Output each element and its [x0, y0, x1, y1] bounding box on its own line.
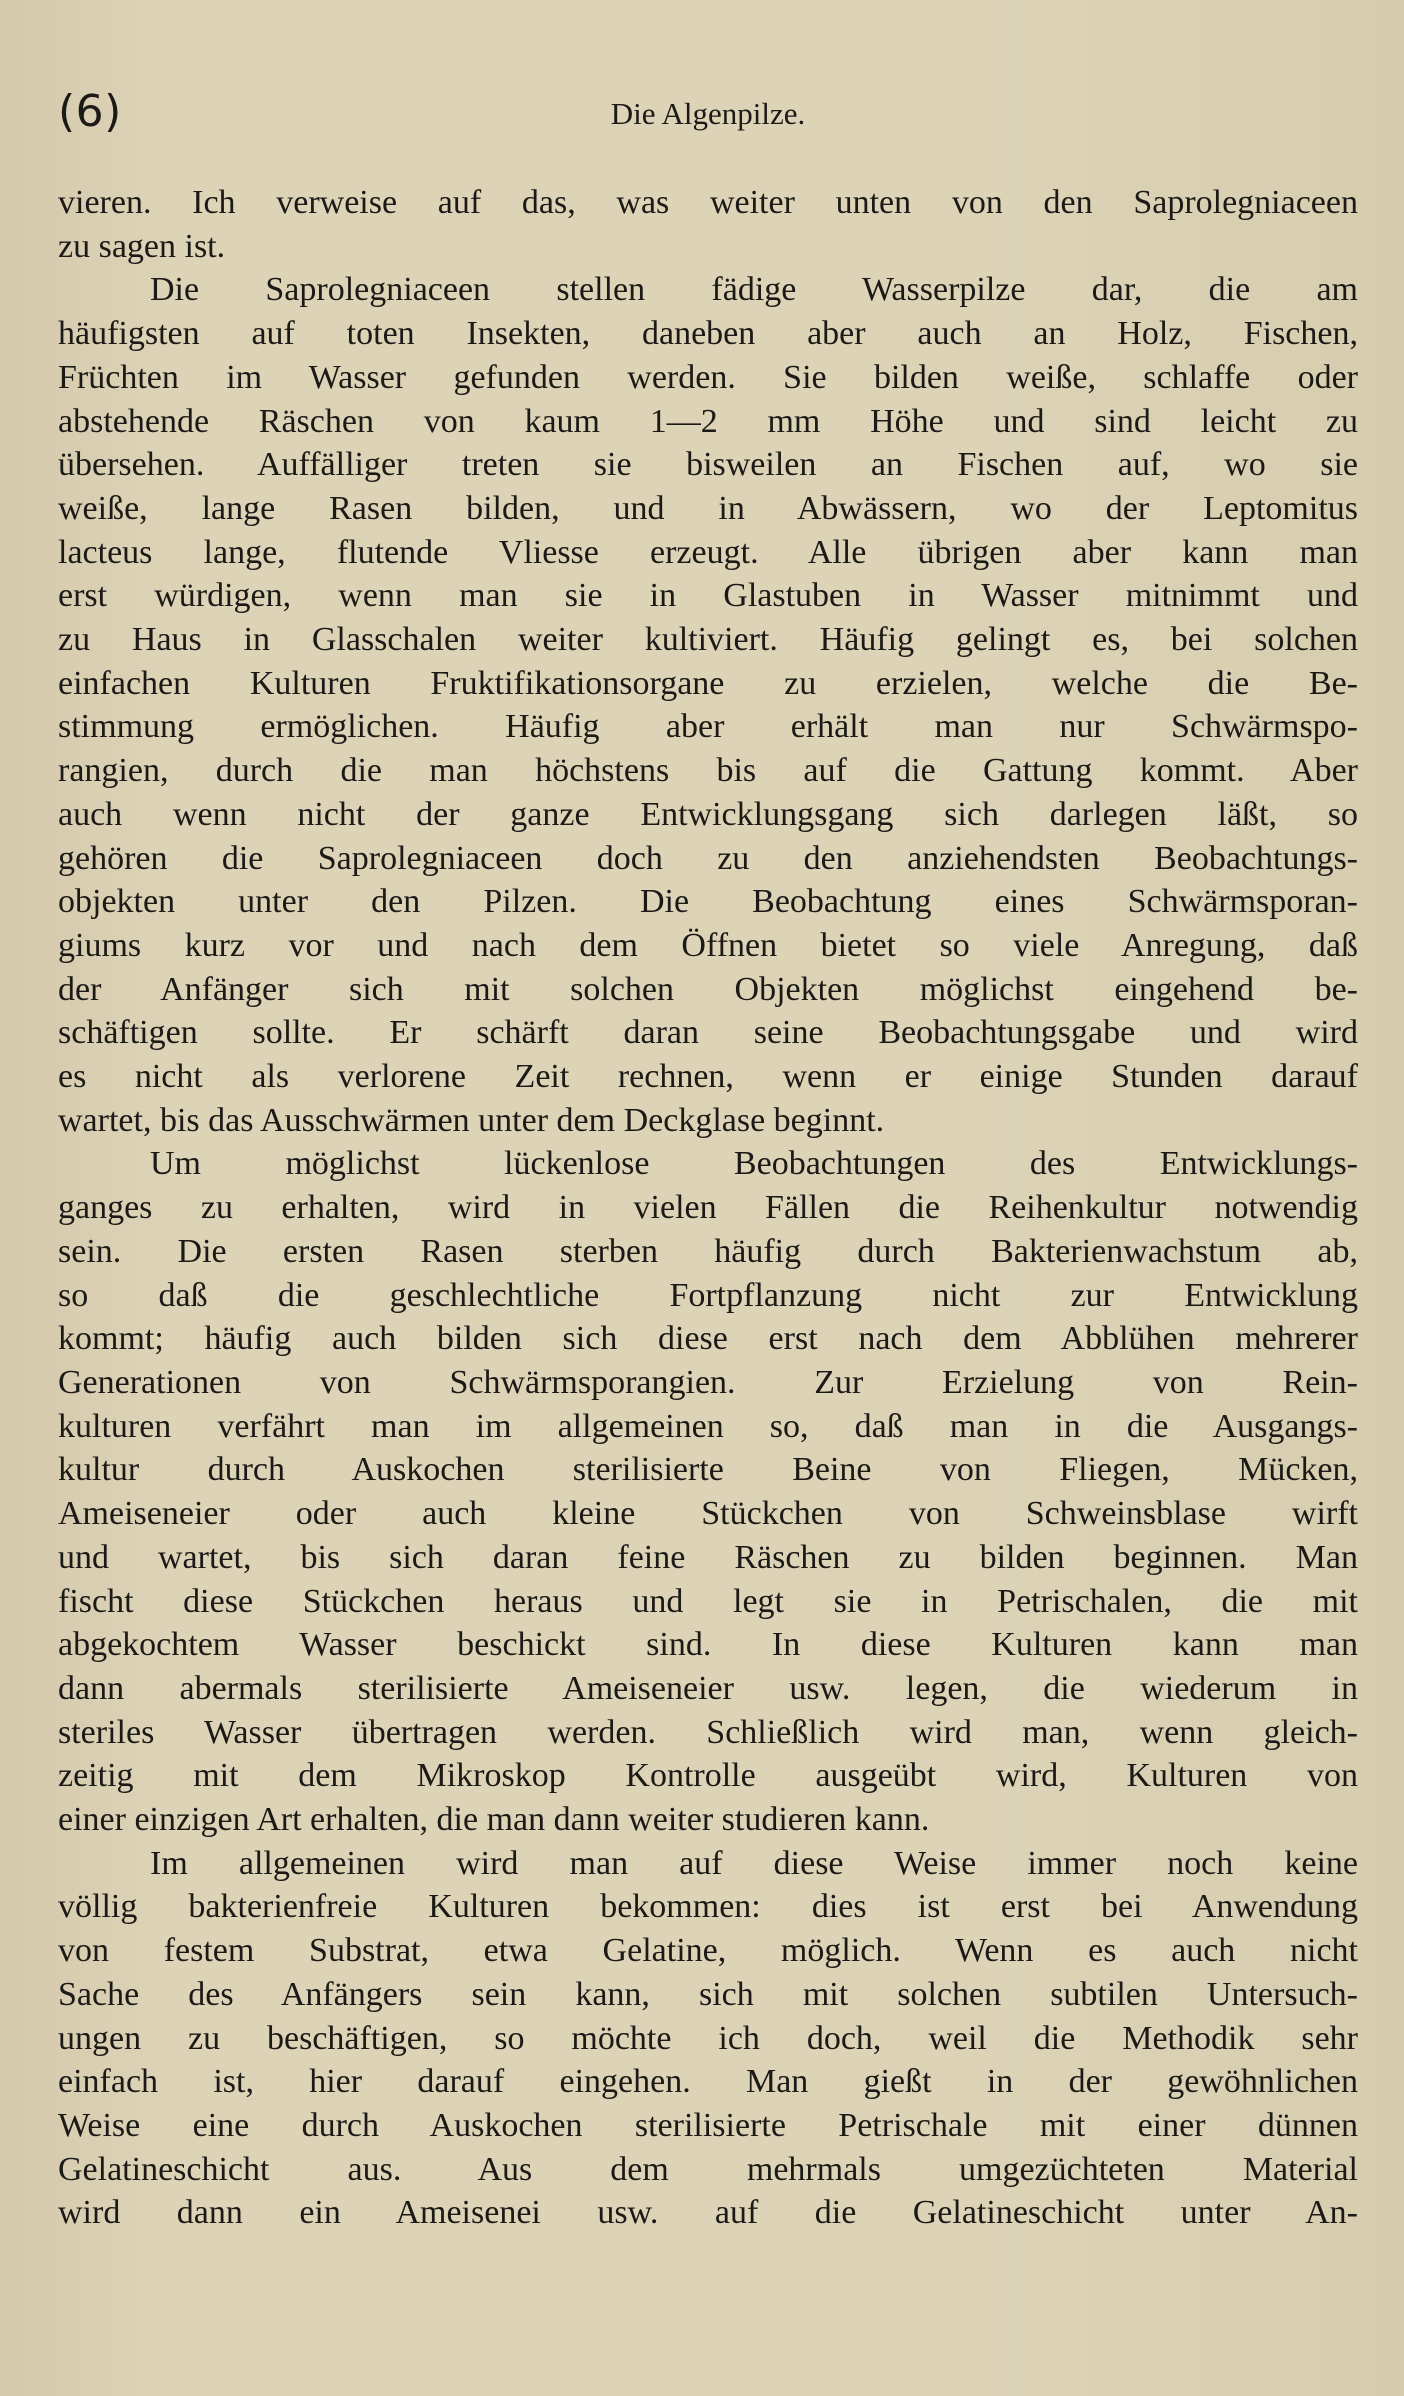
text-line: abstehende Räschen von kaum 1—2 mm Höhe und sind leicht zu	[58, 402, 1358, 440]
text-line: rangien, durch die man höchstens bis auf die Gattung kommt. Aber	[58, 752, 1358, 790]
page-header	[58, 88, 1358, 148]
text-line: so daß die geschlechtliche Fortpflanzung nicht zur Entwicklung	[58, 1276, 1358, 1314]
text-line: kultur durch Auskochen sterilisierte Beine von Fliegen, Mücken,	[58, 1451, 1358, 1489]
text-line: ganges zu erhalten, wird in vielen Fällen die Reihenkultur notwendig	[58, 1189, 1358, 1227]
text-line: lacteus lange, flutende Vliesse erzeugt. Alle übrigen aber kann man	[58, 533, 1358, 571]
text-line: schäftigen sollte. Er schärft daran seine Beobachtungsgabe und wird	[58, 1014, 1358, 1052]
text-line: zu sagen ist.	[58, 227, 226, 265]
text-line: steriles Wasser übertragen werden. Schließlich wird man, wenn gleich-	[58, 1713, 1358, 1751]
text-line: weiße, lange Rasen bilden, und in Abwässern, wo der Leptomitus	[58, 489, 1358, 527]
text-line: vieren. Ich verweise auf das, was weiter unten von den Saprolegniaceen	[58, 184, 1358, 221]
paragraph	[58, 268, 1358, 1142]
running-title: Die Algenpilze.	[610, 96, 806, 131]
text-line: von festem Substrat, etwa Gelatine, möglich. Wenn es auch nicht	[58, 1932, 1358, 1970]
text-line: fischt diese Stückchen heraus und legt sie in Petrischalen, die mit	[58, 1582, 1358, 1620]
text-line: kulturen verfährt man im allgemeinen so, daß man in die Ausgangs-	[58, 1407, 1358, 1445]
page-number: (6)	[58, 86, 122, 137]
text-line: häufigsten auf toten Insekten, daneben aber auch an Holz, Fischen,	[58, 315, 1358, 353]
text-line: ungen zu beschäftigen, so möchte ich doch, weil die Methodik sehr	[58, 2019, 1358, 2057]
text-line: objekten unter den Pilzen. Die Beobachtung eines Schwärmsporan-	[58, 883, 1358, 921]
text-line: Ameiseneier oder auch kleine Stückchen von Schweinsblase wirft	[58, 1495, 1358, 1533]
text-line: Früchten im Wasser gefunden werden. Sie bilden weiße, schlaffe oder	[58, 358, 1358, 396]
text-line: stimmung ermöglichen. Häufig aber erhält man nur Schwärmspo-	[58, 708, 1358, 746]
text-line: der Anfänger sich mit solchen Objekten möglichst eingehend be-	[58, 970, 1358, 1008]
text-line: Sache des Anfängers sein kann, sich mit solchen subtilen Untersuch-	[58, 1975, 1358, 2013]
text-line: Gelatineschicht aus. Aus dem mehrmals umgezüchteten Material	[58, 2150, 1358, 2188]
text-line: abgekochtem Wasser beschickt sind. In diese Kulturen kann man	[58, 1626, 1358, 1664]
text-line: zeitig mit dem Mikroskop Kontrolle ausgeübt wird, Kulturen von	[58, 1757, 1358, 1795]
text-line: völlig bakterienfreie Kulturen bekommen: dies ist erst bei Anwendung	[58, 1888, 1358, 1926]
text-line: kommt; häufig auch bilden sich diese erst nach dem Abblühen mehrerer	[58, 1320, 1358, 1358]
text-line: dann abermals sterilisierte Ameiseneier usw. legen, die wiederum in	[58, 1669, 1358, 1707]
text-line: und wartet, bis sich daran feine Räschen zu bilden beginnen. Man	[58, 1538, 1358, 1576]
text-line: Im allgemeinen wird man auf diese Weise immer noch keine	[150, 1844, 1358, 1882]
text-line: Die Saprolegniaceen stellen fädige Wasserpilze dar, die am	[150, 271, 1358, 309]
text-line: zu Haus in Glasschalen weiter kultiviert. Häufig gelingt es, bei solchen	[58, 621, 1358, 659]
text-line: einer einzigen Art erhalten, die man dann weiter studieren kann.	[58, 1801, 930, 1839]
text-line: erst würdigen, wenn man sie in Glastuben in Wasser mitnimmt und	[58, 577, 1358, 615]
text-line: gehören die Saprolegniaceen doch zu den anziehendsten Beobachtungs-	[58, 839, 1358, 877]
text-line: giums kurz vor und nach dem Öffnen bietet so viele Anregung, daß	[58, 926, 1358, 964]
text-line: wird dann ein Ameisenei usw. auf die Gelatineschicht unter An-	[58, 2194, 1358, 2232]
text-line: einfach ist, hier darauf eingehen. Man gießt in der gewöhnlichen	[58, 2063, 1358, 2101]
text-line: Generationen von Schwärmsporangien. Zur Erzielung von Rein-	[58, 1363, 1358, 1401]
paragraph	[58, 181, 1358, 268]
text-line: es nicht als verlorene Zeit rechnen, wenn er einige Stunden darauf	[58, 1058, 1358, 1096]
text-line: Um möglichst lückenlose Beobachtungen des Entwicklungs-	[150, 1145, 1358, 1183]
text-line: übersehen. Auffälliger treten sie bisweilen an Fischen auf, wo sie	[58, 446, 1358, 484]
text-line: Weise eine durch Auskochen sterilisierte Petrischale mit einer dünnen	[58, 2106, 1358, 2144]
paragraph	[58, 1842, 1358, 2235]
text-line: auch wenn nicht der ganze Entwicklungsgang sich darlegen läßt, so	[58, 795, 1358, 833]
text-line: einfachen Kulturen Fruktifikationsorgane zu erzielen, welche die Be-	[58, 664, 1358, 702]
body-text	[58, 181, 1358, 2235]
text-line: sein. Die ersten Rasen sterben häufig durch Bakterienwachstum ab,	[58, 1232, 1358, 1270]
text-line: wartet, bis das Ausschwärmen unter dem Deckglase beginnt.	[58, 1101, 885, 1139]
paragraph	[58, 1142, 1358, 1841]
